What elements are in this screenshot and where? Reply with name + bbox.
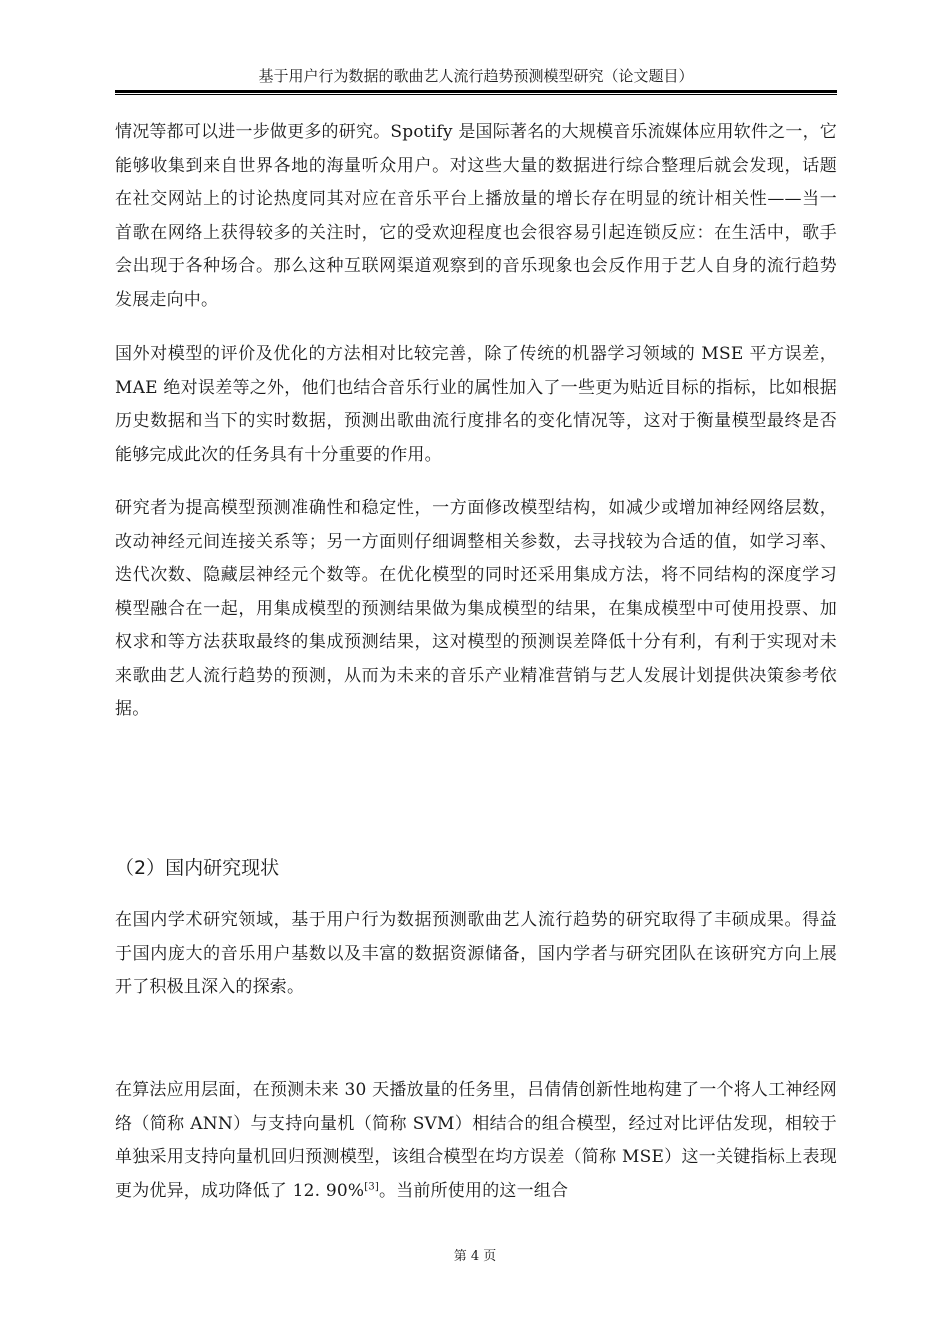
paragraph-2: 国外对模型的评价及优化的方法相对比较完善，除了传统的机器学习领域的 MSE 平方误差，MAE 绝对误差等之外，他们也结合音乐行业的属性加入了一些更为贴近目标的指标，比如根据历史数据和当下的实时数据，预测出歌曲流行度排名的变化情况等，这对于衡量模型最终是否能够完成此次的任务具有十分重要的作用。 <box>115 344 837 465</box>
header-rule <box>115 90 837 95</box>
page-number: 第 4 页 <box>453 1249 497 1264</box>
paragraph-4: 在国内学术研究领域，基于用户行为数据预测歌曲艺人流行趋势的研究取得了丰硕成果。得益于国内庞大的音乐用户基数以及丰富的数据资源储备，国内学者与研究团队在该研究方向上展开了积极且深入的探索。 <box>115 910 837 997</box>
paragraph-5-text: 在算法应用层面，在预测未来 30 天播放量的任务里，吕倩倩创新性地构建了一个将人工神经网络（简称 ANN）与支持向量机（简称 SVM）相结合的组合模型，经过对比评估发现，相较于单独采用支持向量机回归预测模型，该组合模型在均方误差（简称 MSE）这一关键指标上表现更为优异，成功降低了 12. 90% <box>115 1080 837 1201</box>
citation-ref[interactable]: [3] <box>364 1180 379 1192</box>
section-heading: （2）国内研究现状 <box>115 857 280 879</box>
running-header: 基于用户行为数据的歌曲艺人流行趋势预测模型研究（论文题目） <box>258 67 694 85</box>
paragraph-3: 研究者为提高模型预测准确性和稳定性，一方面修改模型结构，如减少或增加神经网络层数，改动神经元间连接关系等；另一方面则仔细调整相关参数，去寻找较为合适的值，如学习率、迭代次数、隐藏层神经元个数等。在优化模型的同时还采用集成方法，将不同结构的深度学习模型融合在一起，用集成模型的预测结果做为集成模型的结果，在集成模型中可使用投票、加权求和等方法获取最终的集成预测结果，这对模型的预测误差降低十分有利，有利于实现对未来歌曲艺人流行趋势的预测，从而为未来的音乐产业精准营销与艺人发展计划提供决策参考依据。 <box>115 498 837 719</box>
paragraph-5-tail: 。当前所使用的这一组合 <box>379 1180 569 1201</box>
paragraph-5 <box>115 1074 837 1208</box>
paragraph-1: 情况等都可以进一步做更多的研究。Spotify 是国际著名的大规模音乐流媒体应用软件之一，它能够收集到来自世界各地的海量听众用户。对这些大量的数据进行综合整理后就会发现，话题在社交网站上的讨论热度同其对应在音乐平台上播放量的增长存在明显的统计相关性——当一首歌在网络上获得较多的关注时，它的受欢迎程度也会很容易引起连锁反应：在生活中，歌手会出现于各种场合。那么这种互联网渠道观察到的音乐现象也会反作用于艺人自身的流行趋势发展走向中。 <box>115 122 837 310</box>
